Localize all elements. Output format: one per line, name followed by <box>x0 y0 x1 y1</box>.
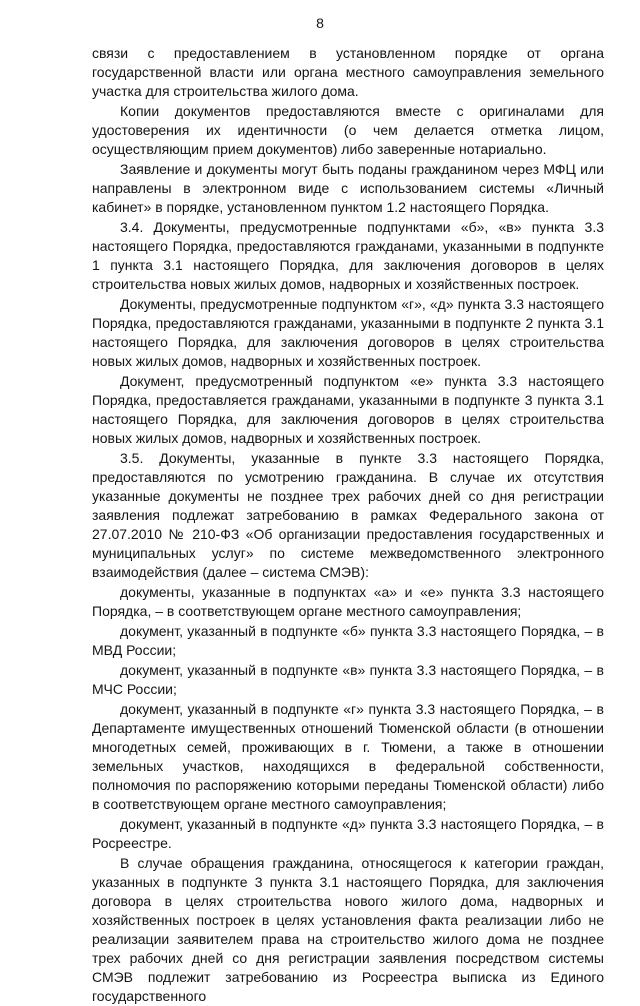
list-item-mvd: документ, указанный в подпункте «б» пункта 3.3 настоящего Порядка, – в МВД России; <box>92 623 604 658</box>
list-item-rosreestr: документ, указанный в подпункте «д» пункта 3.3 настоящего Порядка, – в Росреестре. <box>92 816 604 851</box>
paragraph-submission-channels: Заявление и документы могут быть поданы гражданином через МФЦ или направлены в электронном виде с использованием системы «Личный кабинет» в порядке, установленном пунктом 1.2 настоящего Порядка. <box>92 161 604 215</box>
paragraph-continuation: связи с предоставлением в установленном порядке от органа государственной власти или органа местного самоуправления земельного участка для строительства жилого дома. <box>92 45 604 99</box>
paragraph-3-4-g-d: Документы, предусмотренные подпунктом «г», «д» пункта 3.3 настоящего Порядка, предоставляются гражданами, указанными в подпункте 2 пункта 3.1 настоящего Порядка, для заключения договоров в целях строительства новых жилых домов, надворных и хозяйственных построек. <box>92 296 604 369</box>
page-number: 8 <box>316 15 324 31</box>
document-body <box>92 44 604 1006</box>
paragraph-3-4: 3.4. Документы, предусмотренные подпунктами «б», «в» пункта 3.3 настоящего Порядка, предоставляются гражданами, указанными в подпункте 1 пункта 3.1 настоящего Порядка, для заключения договоров в целях строительства новых жилых домов, надворных и хозяйственных построек. <box>92 219 604 292</box>
list-item-property-department: документ, указанный в подпункте «г» пункта 3.3 настоящего Порядка, – в Департаменте имущественных отношений Тюменской области (в отношении многодетных семей, проживающих в г. Тюмени, а также в отношении земельных участков, находящихся в федеральной собственности, полномочия по распоряжению которыми переданы Тюменской области) либо в соответствующем органе местного самоуправления; <box>92 701 604 812</box>
paragraph-3-4-e: Документ, предусмотренный подпунктом «е» пункта 3.3 настоящего Порядка, предоставляется гражданами, указанными в подпункте 3 пункта 3.1 настоящего Порядка, для заключения договоров в целях строительства новых жилых домов, надворных и хозяйственных построек. <box>92 373 604 446</box>
paragraph-document-copies: Копии документов предоставляются вместе с оригиналами для удостоверения их идентичности (о чем делается отметка лицом, осуществляющим прием документов) либо заверенные нотариально. <box>92 103 604 157</box>
paragraph-3-5: 3.5. Документы, указанные в пункте 3.3 настоящего Порядка, предоставляются по усмотрению гражданина. В случае их отсутствия указанные документы не позднее трех рабочих дней со дня регистрации заявления подлежат затребованию в рамках Федерального закона от 27.07.2010 № 210-ФЗ «Об организации предоставления государственных и муниципальных услуг» по системе межведомственного электронного взаимодействия (далее – система СМЭВ): <box>92 450 604 580</box>
list-item-local-authority: документы, указанные в подпунктах «а» и «е» пункта 3.3 настоящего Порядка, – в соответствующем органе местного самоуправления; <box>92 584 604 619</box>
paragraph-category-3-request: В случае обращения гражданина, относящегося к категории граждан, указанных в подпункте 3 пункта 3.1 настоящего Порядка, для заключения договора в целях строительства нового жилого дома, надворных и хозяйственных построек в целях установления факта реализации либо не реализации заявителем права на строительство жилого дома не позднее трех рабочих дней со дня регистрации заявления посредством системы СМЭВ подлежит затребованию из Росреестра выписка из Единого государственного <box>92 855 604 1004</box>
list-item-mchs: документ, указанный в подпункте «в» пункта 3.3 настоящего Порядка, – в МЧС России; <box>92 662 604 697</box>
